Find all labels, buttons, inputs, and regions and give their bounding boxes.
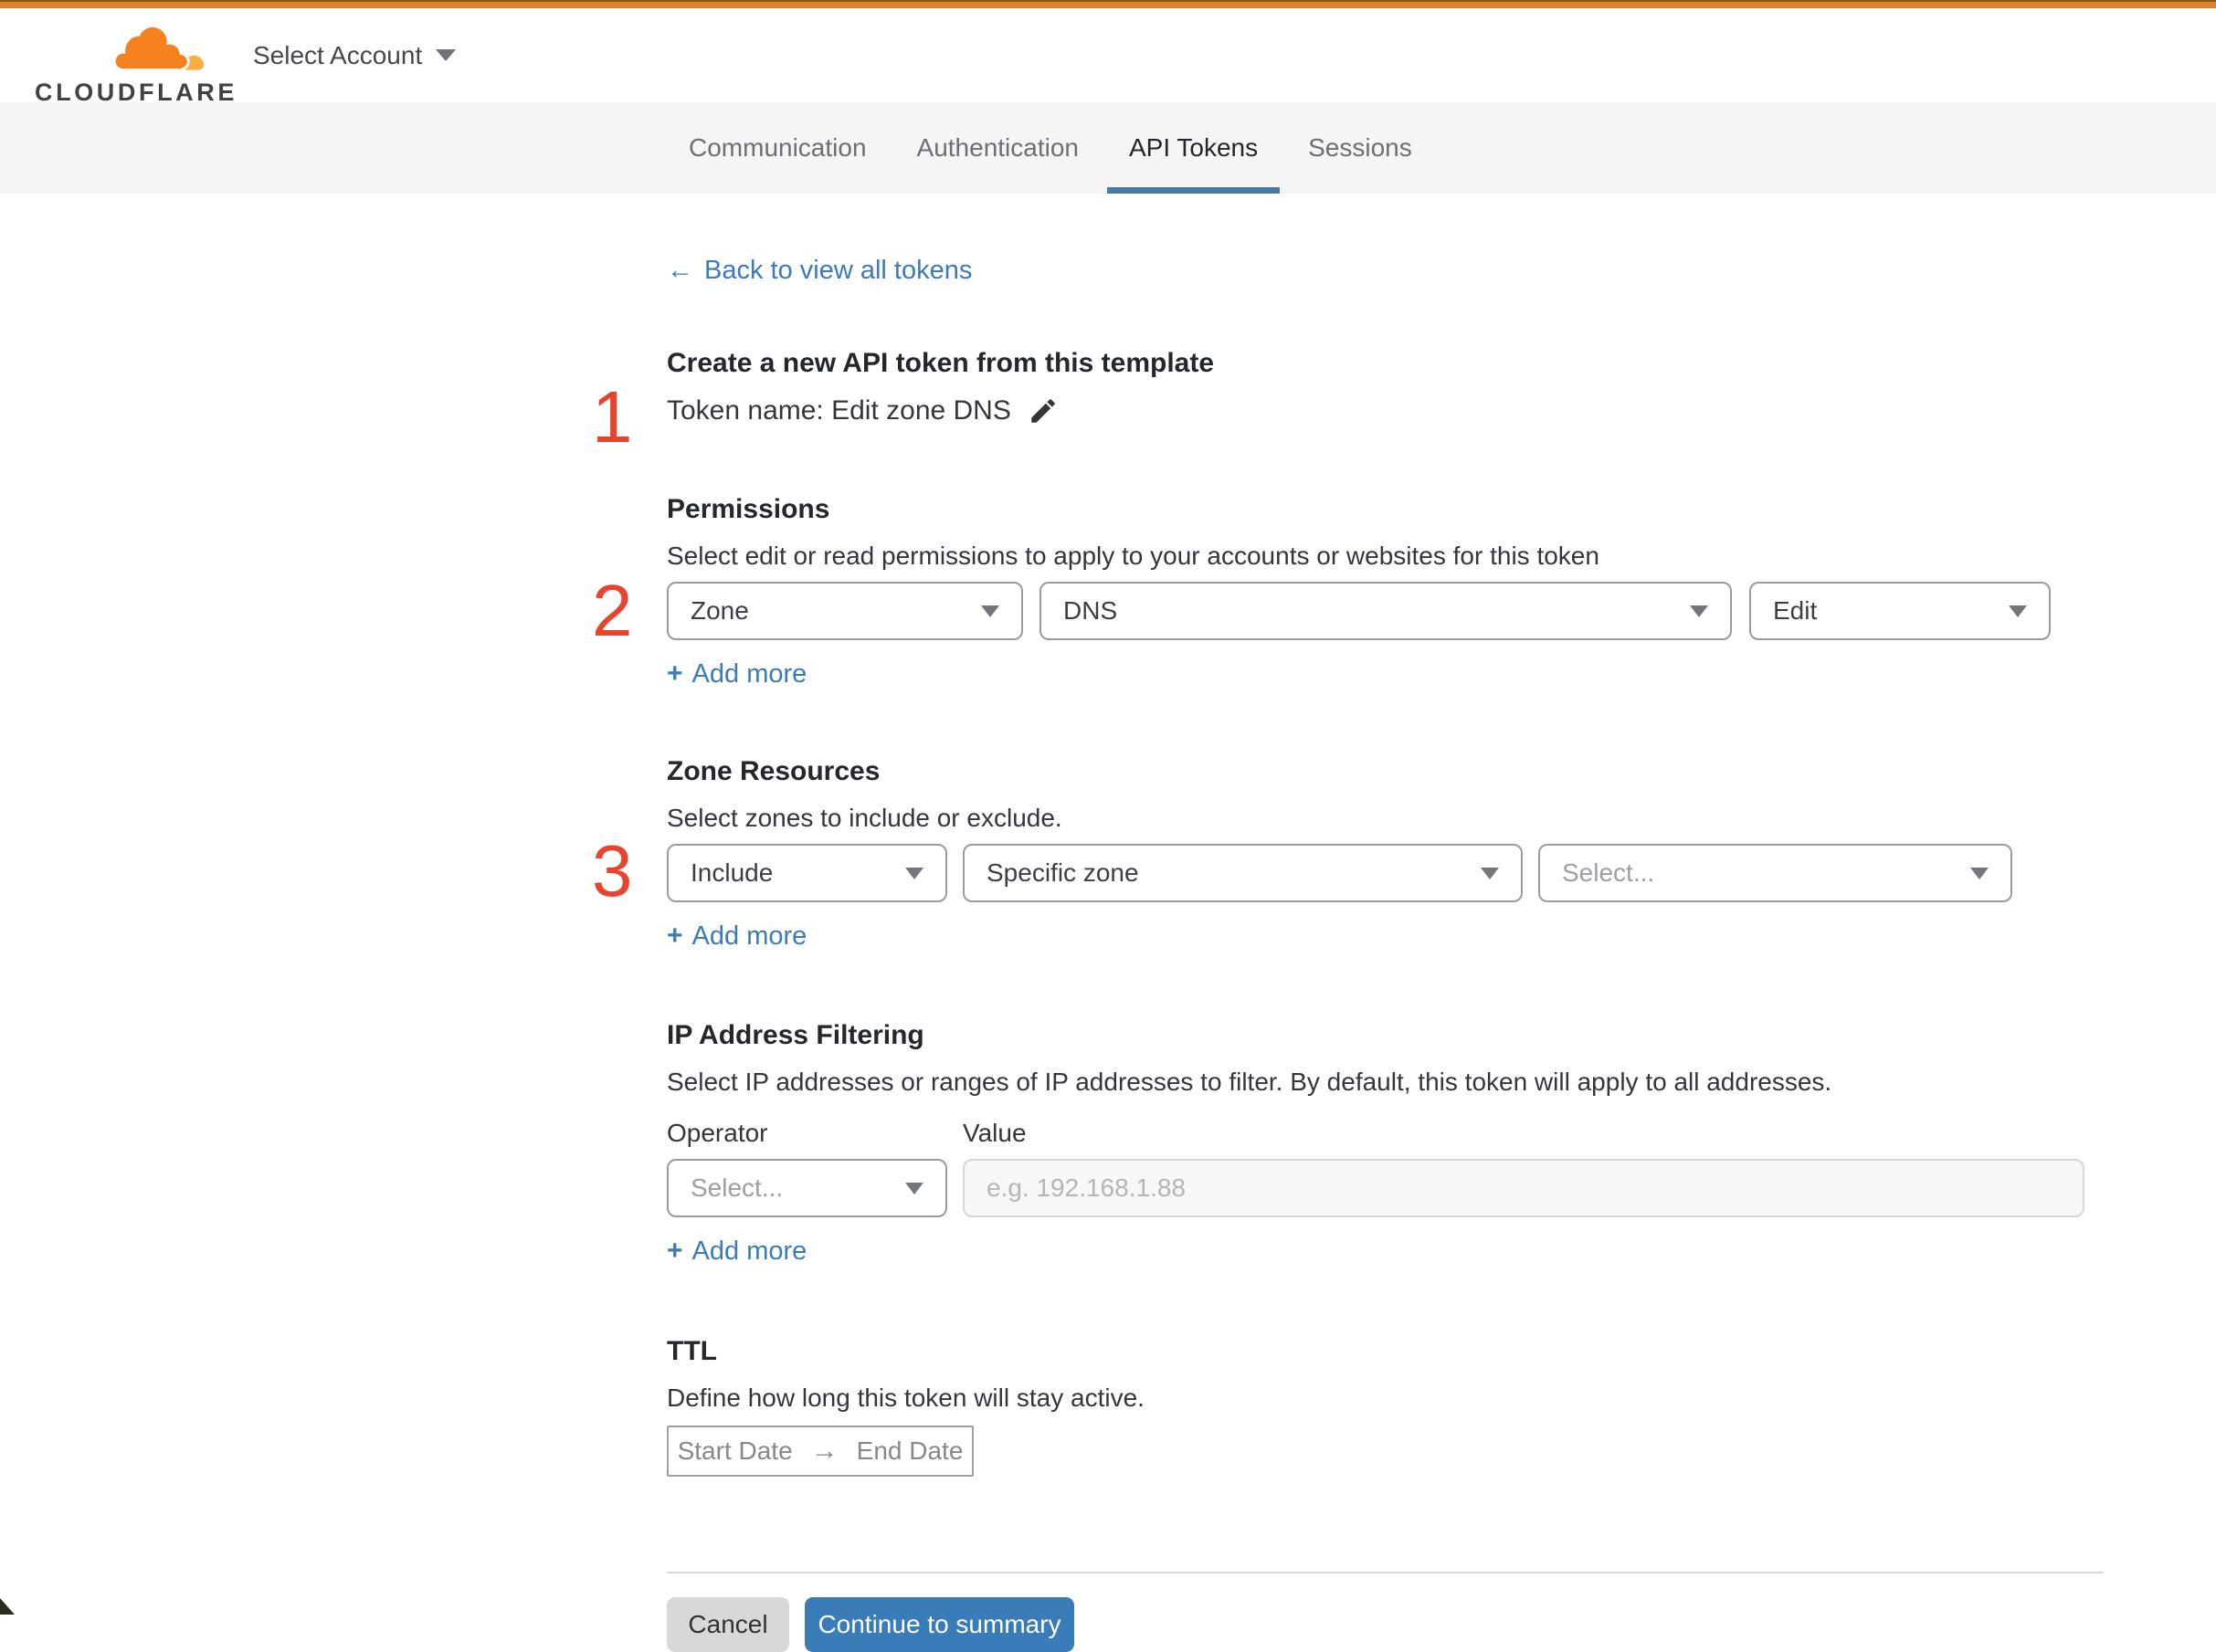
chevron-down-icon bbox=[905, 868, 923, 879]
permission-access-dropdown[interactable] bbox=[1749, 582, 2051, 640]
cloudflare-wordmark: CLOUDFLARE bbox=[35, 79, 237, 106]
start-date-label: Start Date bbox=[677, 1436, 793, 1465]
ttl-title: TTL bbox=[667, 1336, 717, 1366]
zone-resources-subtitle: Select zones to include or exclude. bbox=[667, 804, 1062, 832]
permission-scope-value: Zone bbox=[691, 596, 749, 625]
ip-filtering-add-more-link[interactable] bbox=[667, 1236, 807, 1267]
ip-value-input[interactable] bbox=[963, 1159, 2084, 1217]
footer-actions bbox=[667, 1597, 2216, 1652]
cloudflare-logo bbox=[35, 19, 237, 107]
chevron-down-icon bbox=[2009, 605, 2027, 617]
tab-api-tokens[interactable]: API Tokens bbox=[1129, 102, 1258, 194]
zone-resources-section bbox=[592, 756, 2216, 952]
plus-icon: + bbox=[667, 921, 683, 951]
template-section-title: Create a new API token from this template bbox=[667, 348, 1215, 378]
plus-icon: + bbox=[667, 658, 683, 689]
back-link-label: Back to view all tokens bbox=[704, 256, 973, 285]
account-selector-label: Select Account bbox=[253, 40, 423, 69]
chevron-down-icon bbox=[1970, 868, 1989, 879]
ttl-section bbox=[667, 1336, 2216, 1477]
main-content bbox=[0, 256, 2216, 1652]
cloudflare-cloud-icon bbox=[113, 19, 205, 78]
top-accent-bar bbox=[0, 0, 2216, 8]
footer-divider bbox=[667, 1572, 2104, 1573]
plus-icon: + bbox=[667, 1236, 683, 1266]
chevron-down-icon bbox=[981, 605, 999, 617]
add-more-label: Add more bbox=[691, 1236, 807, 1266]
zone-select-dropdown[interactable] bbox=[1538, 844, 2012, 902]
zone-type-dropdown[interactable] bbox=[963, 844, 1523, 902]
ip-filtering-subtitle: Select IP addresses or ranges of IP addresses to filter. By default, this token will apply to all addresses. bbox=[667, 1068, 1832, 1096]
chevron-down-icon bbox=[905, 1183, 923, 1194]
permissions-add-more-link[interactable] bbox=[667, 658, 807, 689]
chevron-down-icon bbox=[1690, 605, 1708, 617]
token-template-section bbox=[592, 348, 2216, 458]
back-arrow-icon: ← bbox=[667, 256, 693, 285]
tab-sessions[interactable]: Sessions bbox=[1308, 133, 1412, 162]
account-selector[interactable] bbox=[253, 8, 456, 102]
ip-operator-dropdown[interactable] bbox=[667, 1159, 947, 1217]
chevron-down-icon bbox=[1481, 868, 1499, 879]
permission-group-dropdown[interactable] bbox=[1039, 582, 1732, 640]
add-more-label: Add more bbox=[691, 921, 807, 951]
operator-label: Operator bbox=[667, 1119, 768, 1147]
header bbox=[0, 8, 2216, 106]
permissions-section bbox=[592, 494, 2216, 689]
add-more-label: Add more bbox=[691, 658, 807, 689]
zone-resources-title: Zone Resources bbox=[667, 756, 881, 786]
chevron-down-icon bbox=[436, 49, 456, 61]
permissions-title: Permissions bbox=[667, 494, 830, 524]
step-number-2: 2 bbox=[592, 570, 633, 651]
tab-communication[interactable]: Communication bbox=[689, 133, 867, 162]
cancel-button[interactable]: Cancel bbox=[667, 1597, 789, 1652]
zone-resources-add-more-link[interactable] bbox=[667, 921, 807, 952]
back-to-tokens-link[interactable] bbox=[667, 256, 972, 286]
ip-operator-placeholder: Select... bbox=[691, 1173, 784, 1202]
step-number-3: 3 bbox=[592, 830, 633, 911]
tab-bar bbox=[0, 102, 2216, 194]
zone-operator-value: Include bbox=[691, 858, 774, 887]
ttl-subtitle: Define how long this token will stay active. bbox=[667, 1384, 1145, 1412]
ip-filtering-title: IP Address Filtering bbox=[667, 1020, 924, 1050]
zone-type-value: Specific zone bbox=[987, 858, 1139, 887]
screenshot-corner-artifact bbox=[0, 1598, 15, 1615]
step-number-1: 1 bbox=[592, 376, 633, 458]
zone-select-placeholder: Select... bbox=[1562, 858, 1655, 887]
pencil-icon[interactable] bbox=[1028, 395, 1059, 426]
arrow-right-icon: → bbox=[810, 1436, 839, 1466]
ttl-date-range-picker[interactable] bbox=[667, 1426, 974, 1477]
permission-scope-dropdown[interactable] bbox=[667, 582, 1023, 640]
permissions-subtitle: Select edit or read permissions to apply to your accounts or websites for this token bbox=[667, 542, 1599, 570]
token-name-text: Token name: Edit zone DNS bbox=[667, 395, 1011, 426]
end-date-label: End Date bbox=[856, 1436, 964, 1465]
zone-operator-dropdown[interactable] bbox=[667, 844, 947, 902]
ip-filtering-section bbox=[667, 1020, 2216, 1267]
value-label: Value bbox=[963, 1119, 1027, 1147]
permission-group-value: DNS bbox=[1063, 596, 1118, 625]
tab-authentication[interactable]: Authentication bbox=[916, 133, 1079, 162]
continue-to-summary-button[interactable]: Continue to summary bbox=[805, 1597, 1074, 1652]
permission-access-value: Edit bbox=[1773, 596, 1818, 625]
